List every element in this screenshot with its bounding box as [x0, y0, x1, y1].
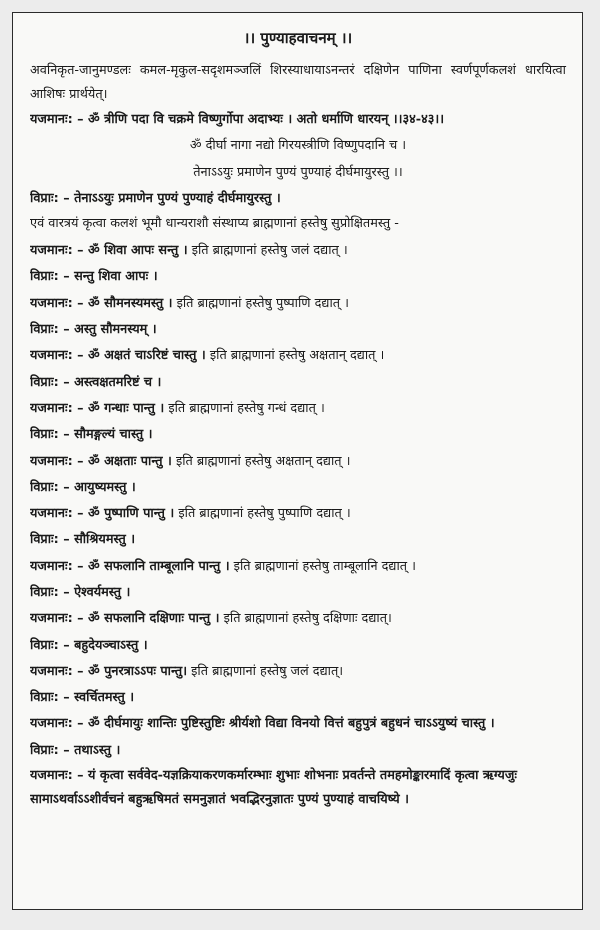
instruction-text: ॐ दीर्घा नागा नद्यो गिरयस्त्रीणि विष्णुपदानि च । [189, 138, 407, 154]
text-line [30, 449, 566, 475]
speaker-separator: : – [53, 190, 75, 206]
speaker-separator: : – [67, 295, 89, 311]
speaker-label: यजमानः [30, 715, 68, 731]
instruction-text: इति ब्राह्मणानां हस्तेषु अक्षतान् दद्यात् । [175, 453, 351, 469]
text-line [30, 264, 566, 290]
text-line [30, 580, 566, 606]
speaker-label: विप्राः [30, 374, 54, 390]
instruction-text: इति ब्राह्मणानां हस्तेषु गन्धं दद्यात् । [168, 400, 325, 416]
text-line [30, 291, 566, 317]
instruction-text: इति ब्राह्मणानां हस्तेषु पुष्पाणि दद्यात् । [176, 295, 349, 311]
mantra-text: ॐ शिवा आपः सन्तु । [88, 243, 188, 259]
text-line [30, 712, 566, 736]
speaker-separator: : – [67, 348, 89, 364]
speaker-separator: : – [53, 374, 75, 390]
speaker-label: यजमानः [30, 767, 68, 783]
mantra-text: सन्तु शिवा आपः । [74, 269, 158, 285]
text-line [30, 160, 566, 186]
mantra-text: ॐ दीर्घमायुः शान्तिः पुष्टिस्तुष्टिः श्रीर्यशो विद्या विनयो वित्तं बहुपुत्रं बहुधनं चाऽऽयुष्यं चास्तु । [88, 715, 495, 731]
instruction-text: इति ब्राह्मणानां हस्तेषु जलं दद्यात् । [191, 243, 348, 259]
instruction-text: इति ब्राह्मणानां हस्तेषु अक्षतान् दद्यात् । [209, 348, 385, 364]
speaker-separator: : – [53, 532, 75, 548]
text-line [30, 738, 566, 764]
instruction-text: तेनाऽऽयुः प्रमाणेन पुण्यं पुण्याहं दीर्घमायुरस्तु ।। [193, 164, 403, 180]
text-line [30, 317, 566, 343]
speaker-separator: : – [53, 637, 75, 653]
speaker-label: विप्राः [30, 269, 54, 285]
speaker-separator: : – [67, 715, 89, 731]
text-line [30, 554, 566, 580]
mantra-text: ॐ सफलानि दक्षिणाः पान्तु । [88, 611, 220, 627]
instruction-text: इति ब्राह्मणानां हस्तेषु ताम्बूलानि दद्यात् । [233, 558, 417, 574]
mantra-text: ॐ अक्षताः पान्तु । [88, 453, 172, 469]
speaker-separator: : – [67, 558, 89, 574]
mantra-text: सौमङ्गल्यं चास्तु । [74, 427, 153, 443]
dialogue-lines [30, 107, 566, 812]
text-line [30, 396, 566, 422]
text-line [30, 606, 566, 632]
page-title: ।। पुण्याहवाचनम् ।। [243, 29, 353, 47]
speaker-separator: : – [53, 427, 75, 443]
speaker-label: यजमानः [30, 112, 68, 127]
text-line [30, 527, 566, 553]
speaker-label: यजमानः [30, 295, 68, 311]
speaker-label: विप्राः [30, 585, 54, 601]
speaker-separator: : – [53, 742, 75, 758]
speaker-separator: : – [67, 453, 89, 469]
document-page [12, 12, 583, 910]
mantra-text: बहुदेयञ्चाऽस्तु । [74, 637, 148, 653]
text-line [30, 107, 566, 133]
speaker-label: यजमानः [30, 558, 68, 574]
speaker-label: यजमानः [30, 348, 68, 364]
speaker-label: यजमानः [30, 453, 68, 469]
speaker-label: विप्राः [30, 322, 54, 338]
instruction-text: इति ब्राह्मणानां हस्तेषु पुष्पाणि दद्यात् । [178, 506, 351, 522]
mantra-text: ॐ त्रीणि पदा वि चक्रमे विष्णुर्गोपा अदाभ्यः । अतो धर्माणि धारयन् ।।३४-४३।। [88, 112, 445, 127]
mantra-text: ॐ सौमनस्यमस्तु । [88, 295, 173, 311]
mantra-text: सौश्रियमस्तु । [74, 532, 136, 548]
speaker-label: विप्राः [30, 427, 54, 443]
text-line [30, 212, 566, 236]
mantra-text: तेनाऽऽयुः प्रमाणेन पुण्यं पुण्याहं दीर्घमायुरस्तु । [74, 190, 281, 206]
speaker-separator: : – [67, 767, 89, 783]
text-line [30, 764, 566, 812]
text-line [30, 238, 566, 264]
mantra-text: ॐ पुष्पाणि पान्तु । [88, 506, 175, 522]
text-line [30, 633, 566, 659]
speaker-label: विप्राः [30, 479, 54, 495]
instruction-text: इति ब्राह्मणानां हस्तेषु दक्षिणाः दद्यात्। [223, 611, 392, 627]
speaker-separator: : – [53, 479, 75, 495]
text-line [30, 685, 566, 711]
speaker-label: विप्राः [30, 532, 54, 548]
speaker-separator: : – [53, 322, 75, 338]
intro-paragraph: अवनिकृत-जानुमण्डलः कमल-मृकुल-सदृशमञ्जलिं शिरस्याधायाऽनन्तरं दक्षिणेन पाणिना स्वर्णपूर्णकलशं धारयित्वा आशिषः प्रार्थयेत्। [30, 63, 566, 102]
text-line [30, 501, 566, 527]
text-line [30, 133, 566, 159]
speaker-label: यजमानः [30, 400, 68, 416]
speaker-separator: : – [67, 112, 89, 127]
speaker-separator: : – [67, 611, 89, 627]
speaker-label: विप्राः [30, 690, 54, 706]
speaker-label: विप्राः [30, 190, 54, 206]
mantra-text: स्वर्चितमस्तु । [74, 690, 135, 706]
mantra-text: आयुष्यमस्तु । [74, 479, 136, 495]
speaker-label: यजमानः [30, 506, 68, 522]
instruction-text: इति ब्राह्मणानां हस्तेषु जलं दद्यात्। [191, 663, 344, 679]
mantra-text: ॐ गन्धाः पान्तु । [88, 400, 165, 416]
instruction-text: एवं वारत्रयं कृत्वा कलशं भूमौ धान्यराशौ संस्थाप्य ब्राह्मणानां हस्तेषु सुप्रोक्षितमस्तु - [30, 216, 399, 232]
mantra-text: अस्तु सौमनस्यम् । [74, 322, 157, 338]
mantra-text: अस्त्वक्षतमरिष्टं च । [74, 374, 162, 390]
speaker-separator: : – [67, 506, 89, 522]
speaker-separator: : – [67, 243, 89, 259]
speaker-label: विप्राः [30, 742, 54, 758]
speaker-label: यजमानः [30, 243, 68, 259]
speaker-separator: : – [53, 269, 75, 285]
text-line [30, 475, 566, 501]
speaker-separator: : – [53, 690, 75, 706]
speaker-separator: : – [67, 663, 89, 679]
mantra-text: यं कृत्वा सर्ववेद-यज्ञक्रियाकरणकर्मारम्भाः शुभाः शोभनाः प्रवर्तन्ते तमहमोङ्कारमादिं कृत्वा ऋग्यजुः सामाऽथर्वाऽऽशीर्वचनं बहुऋषिमतं समनुज्ञातं भवद्भिरनुज्ञातः पुण्यं पुण्याहं वाचयिष्ये । [30, 767, 517, 807]
mantra-text: ॐ अक्षतं चाऽरिष्टं चास्तु । [88, 348, 206, 364]
speaker-label: विप्राः [30, 637, 54, 653]
speaker-separator: : – [67, 400, 89, 416]
speaker-label: यजमानः [30, 663, 68, 679]
text-line [30, 422, 566, 448]
mantra-text: ॐ पुनरत्राऽऽपः पान्तु। [88, 663, 188, 679]
mantra-text: ऐश्वर्यमस्तु । [74, 585, 131, 601]
text-line [30, 659, 566, 685]
text-line [30, 370, 566, 396]
speaker-separator: : – [53, 585, 75, 601]
text-line [30, 186, 566, 212]
speaker-label: यजमानः [30, 611, 68, 627]
mantra-text: ॐ सफलानि ताम्बूलानि पान्तु । [88, 558, 230, 574]
mantra-text: तथाऽस्तु । [74, 742, 121, 758]
text-line [30, 343, 566, 369]
